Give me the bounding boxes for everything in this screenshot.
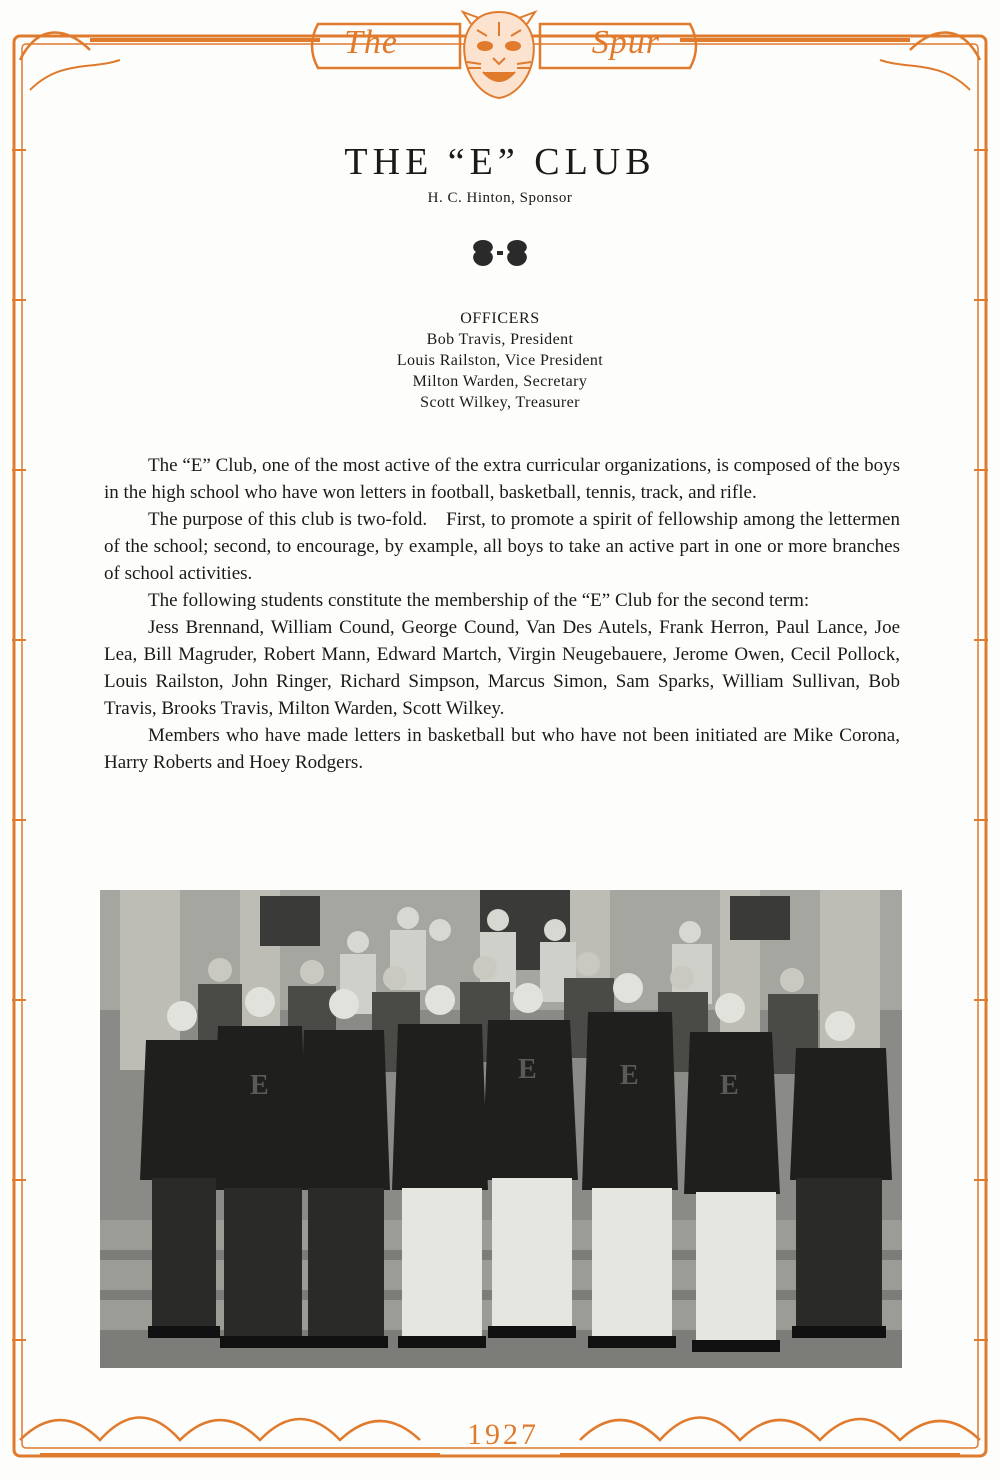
officer-president: Bob Travis, President	[426, 331, 574, 348]
paragraph-intro: The “E” Club, one of the most active of the extra curricular organizations, is composed of the boys in the high school who have won letters in football, basketball, tennis, track, and rifle.	[104, 455, 900, 503]
officer-secretary: Milton Warden, Secretary	[412, 373, 588, 390]
paragraph-membership-intro: The following students constitute the membership of the “E” Club for the second term:	[148, 590, 810, 611]
paragraph-member-list: Jess Brennand, William Cound, George Cound, Van Des Autels, Frank Herron, Paul Lance, Joe Lea, Bill Magruder, Robert Mann, Edward Martch, Virgin Neugebauere, Jerome Owen, Cecil Pollock, Louis Railston, John Ringer, Richard Simpson, Marcus Simon, Sam Sparks, William Sullivan, Bob Travis, Brooks Travis, Milton Warden, Scott Wilkey.	[104, 617, 900, 719]
officer-treasurer: Scott Wilkey, Treasurer	[420, 394, 580, 411]
officer-vice-president: Louis Railston, Vice President	[396, 352, 604, 369]
group-photograph	[100, 890, 902, 1368]
article-body	[104, 452, 900, 776]
officers-heading: OFFICERS	[460, 310, 540, 327]
yearbook-year: 1927	[467, 1418, 539, 1451]
officers-block	[100, 308, 900, 413]
sponsor-line: H. C. Hinton, Sponsor	[427, 190, 573, 206]
masthead-spur: Spur	[591, 24, 660, 61]
svg-text:E: E	[720, 1070, 739, 1101]
paragraph-purpose: The purpose of this club is two-fold. First, to promote a spirit of fellowship among the lettermen of the school; second, to encourage, by example, all boys to take an active part in one or more branches of school activities.	[104, 509, 900, 584]
svg-text:E: E	[518, 1054, 537, 1085]
svg-text:E: E	[250, 1070, 269, 1101]
page-title: THE “E” CLUB	[344, 141, 656, 183]
tiger-head-icon	[453, 6, 545, 102]
fleuron-ornament-icon	[466, 236, 534, 270]
svg-text:E: E	[620, 1060, 639, 1091]
paragraph-uninitiated: Members who have made letters in basketball but who have not been initiated are Mike Corona, Harry Roberts and Hoey Rodgers.	[104, 725, 900, 773]
masthead-the: The	[344, 24, 398, 61]
